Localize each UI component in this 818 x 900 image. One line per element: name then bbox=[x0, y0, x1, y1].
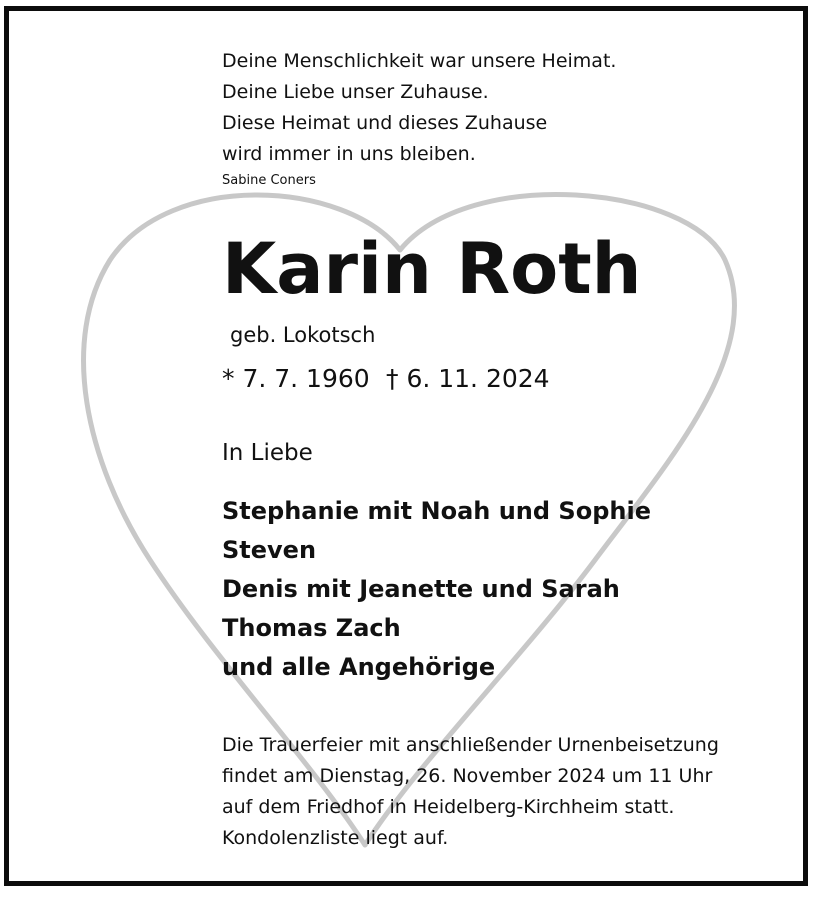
mourner-name: Stephanie mit Noah und Sophie bbox=[222, 497, 651, 525]
maiden-name: geb. Lokotsch bbox=[230, 323, 376, 347]
deceased-name: Karin Roth bbox=[222, 228, 642, 310]
mourner-name: und alle Angehörige bbox=[222, 653, 496, 681]
quote-line-3: Diese Heimat und dieses Zuhause bbox=[222, 112, 548, 134]
funeral-info-line-2: findet am Dienstag, 26. November 2024 um 11 Uhr bbox=[222, 765, 713, 787]
funeral-info-line-1: Die Trauerfeier mit anschließender Urnenbeisetzung bbox=[222, 734, 719, 756]
death-date: † 6. 11. 2024 bbox=[386, 364, 550, 393]
quote-line-2: Deine Liebe unser Zuhause. bbox=[222, 81, 489, 103]
birth-date: * 7. 7. 1960 bbox=[222, 364, 370, 393]
quote-line-4: wird immer in uns bleiben. bbox=[222, 143, 476, 165]
mourners-intro: In Liebe bbox=[222, 440, 313, 466]
mourner-name: Steven bbox=[222, 536, 317, 564]
quote-author: Sabine Coners bbox=[222, 173, 316, 188]
mourner-name: Denis mit Jeanette und Sarah bbox=[222, 575, 620, 603]
mourner-name: Thomas Zach bbox=[222, 614, 401, 642]
quote-line-1: Deine Menschlichkeit war unsere Heimat. bbox=[222, 50, 617, 72]
funeral-info-line-3: auf dem Friedhof in Heidelberg-Kirchheim statt. bbox=[222, 796, 675, 818]
funeral-info-line-4: Kondolenzliste liegt auf. bbox=[222, 827, 449, 849]
